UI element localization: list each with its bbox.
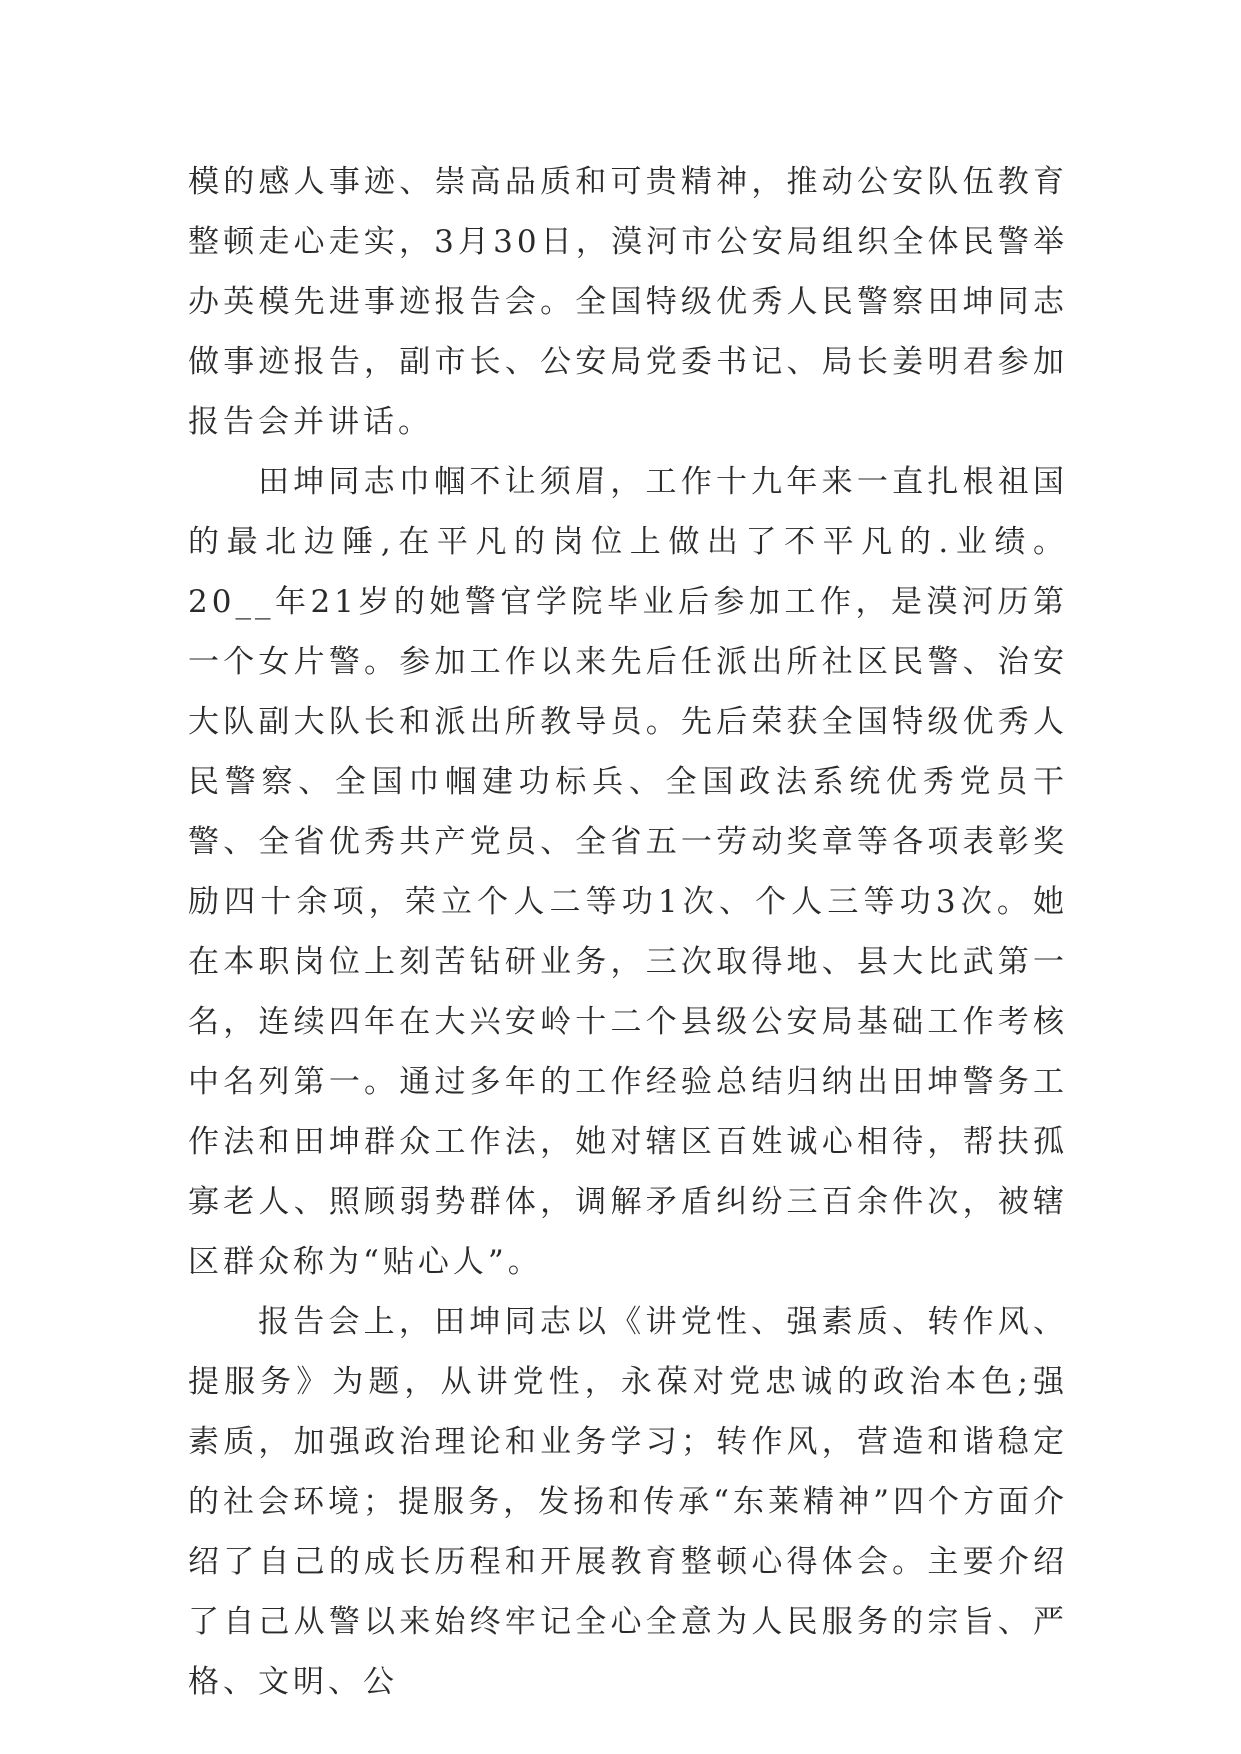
document-body bbox=[188, 152, 1068, 1712]
paragraph-tian-kun-profile: 田坤同志巾帼不让须眉，工作十九年来一直扎根祖国的最北边陲,在平凡的岗位上做出了不平凡的.业绩。20__年21岁的她警官学院毕业后参加工作，是漠河历第一个女片警。参加工作以来先后任派出所社区民警、治安大队副大队长和派出所教导员。先后荣获全国特级优秀人民警察、全国巾帼建功标兵、全国政法系统优秀党员干警、全省优秀共产党员、全省五一劳动奖章等各项表彰奖励四十余项，荣立个人二等功1次、个人三等功3次。她在本职岗位上刻苦钻研业务，三次取得地、县大比武第一名，连续四年在大兴安岭十二个县级公安局基础工作考核中名列第一。通过多年的工作经验总结归纳出田坤警务工作法和田坤群众工作法，她对辖区百姓诚心相待，帮扶孤寡老人、照顾弱势群体，调解矛盾纠纷三百余件次，被辖区群众称为“贴心人”。 bbox=[188, 464, 1068, 1280]
paragraph-report-meeting: 报告会上，田坤同志以《讲党性、强素质、转作风、提服务》为题，从讲党性，永葆对党忠诚的政治本色;强素质，加强政治理论和业务学习；转作风，营造和谐稳定的社会环境；提服务，发扬和传承“东莱精神”四个方面介绍了自己的成长历程和开展教育整顿心得体会。主要介绍了自己从警以来始终牢记全心全意为人民服务的宗旨、严格、文明、公 bbox=[188, 1304, 1068, 1700]
paragraph-continued: 模的感人事迹、崇高品质和可贵精神，推动公安队伍教育整顿走心走实，3月30日，漠河市公安局组织全体民警举办英模先进事迹报告会。全国特级优秀人民警察田坤同志做事迹报告，副市长、公安局党委书记、局长姜明君参加报告会并讲话。 bbox=[188, 164, 1068, 440]
